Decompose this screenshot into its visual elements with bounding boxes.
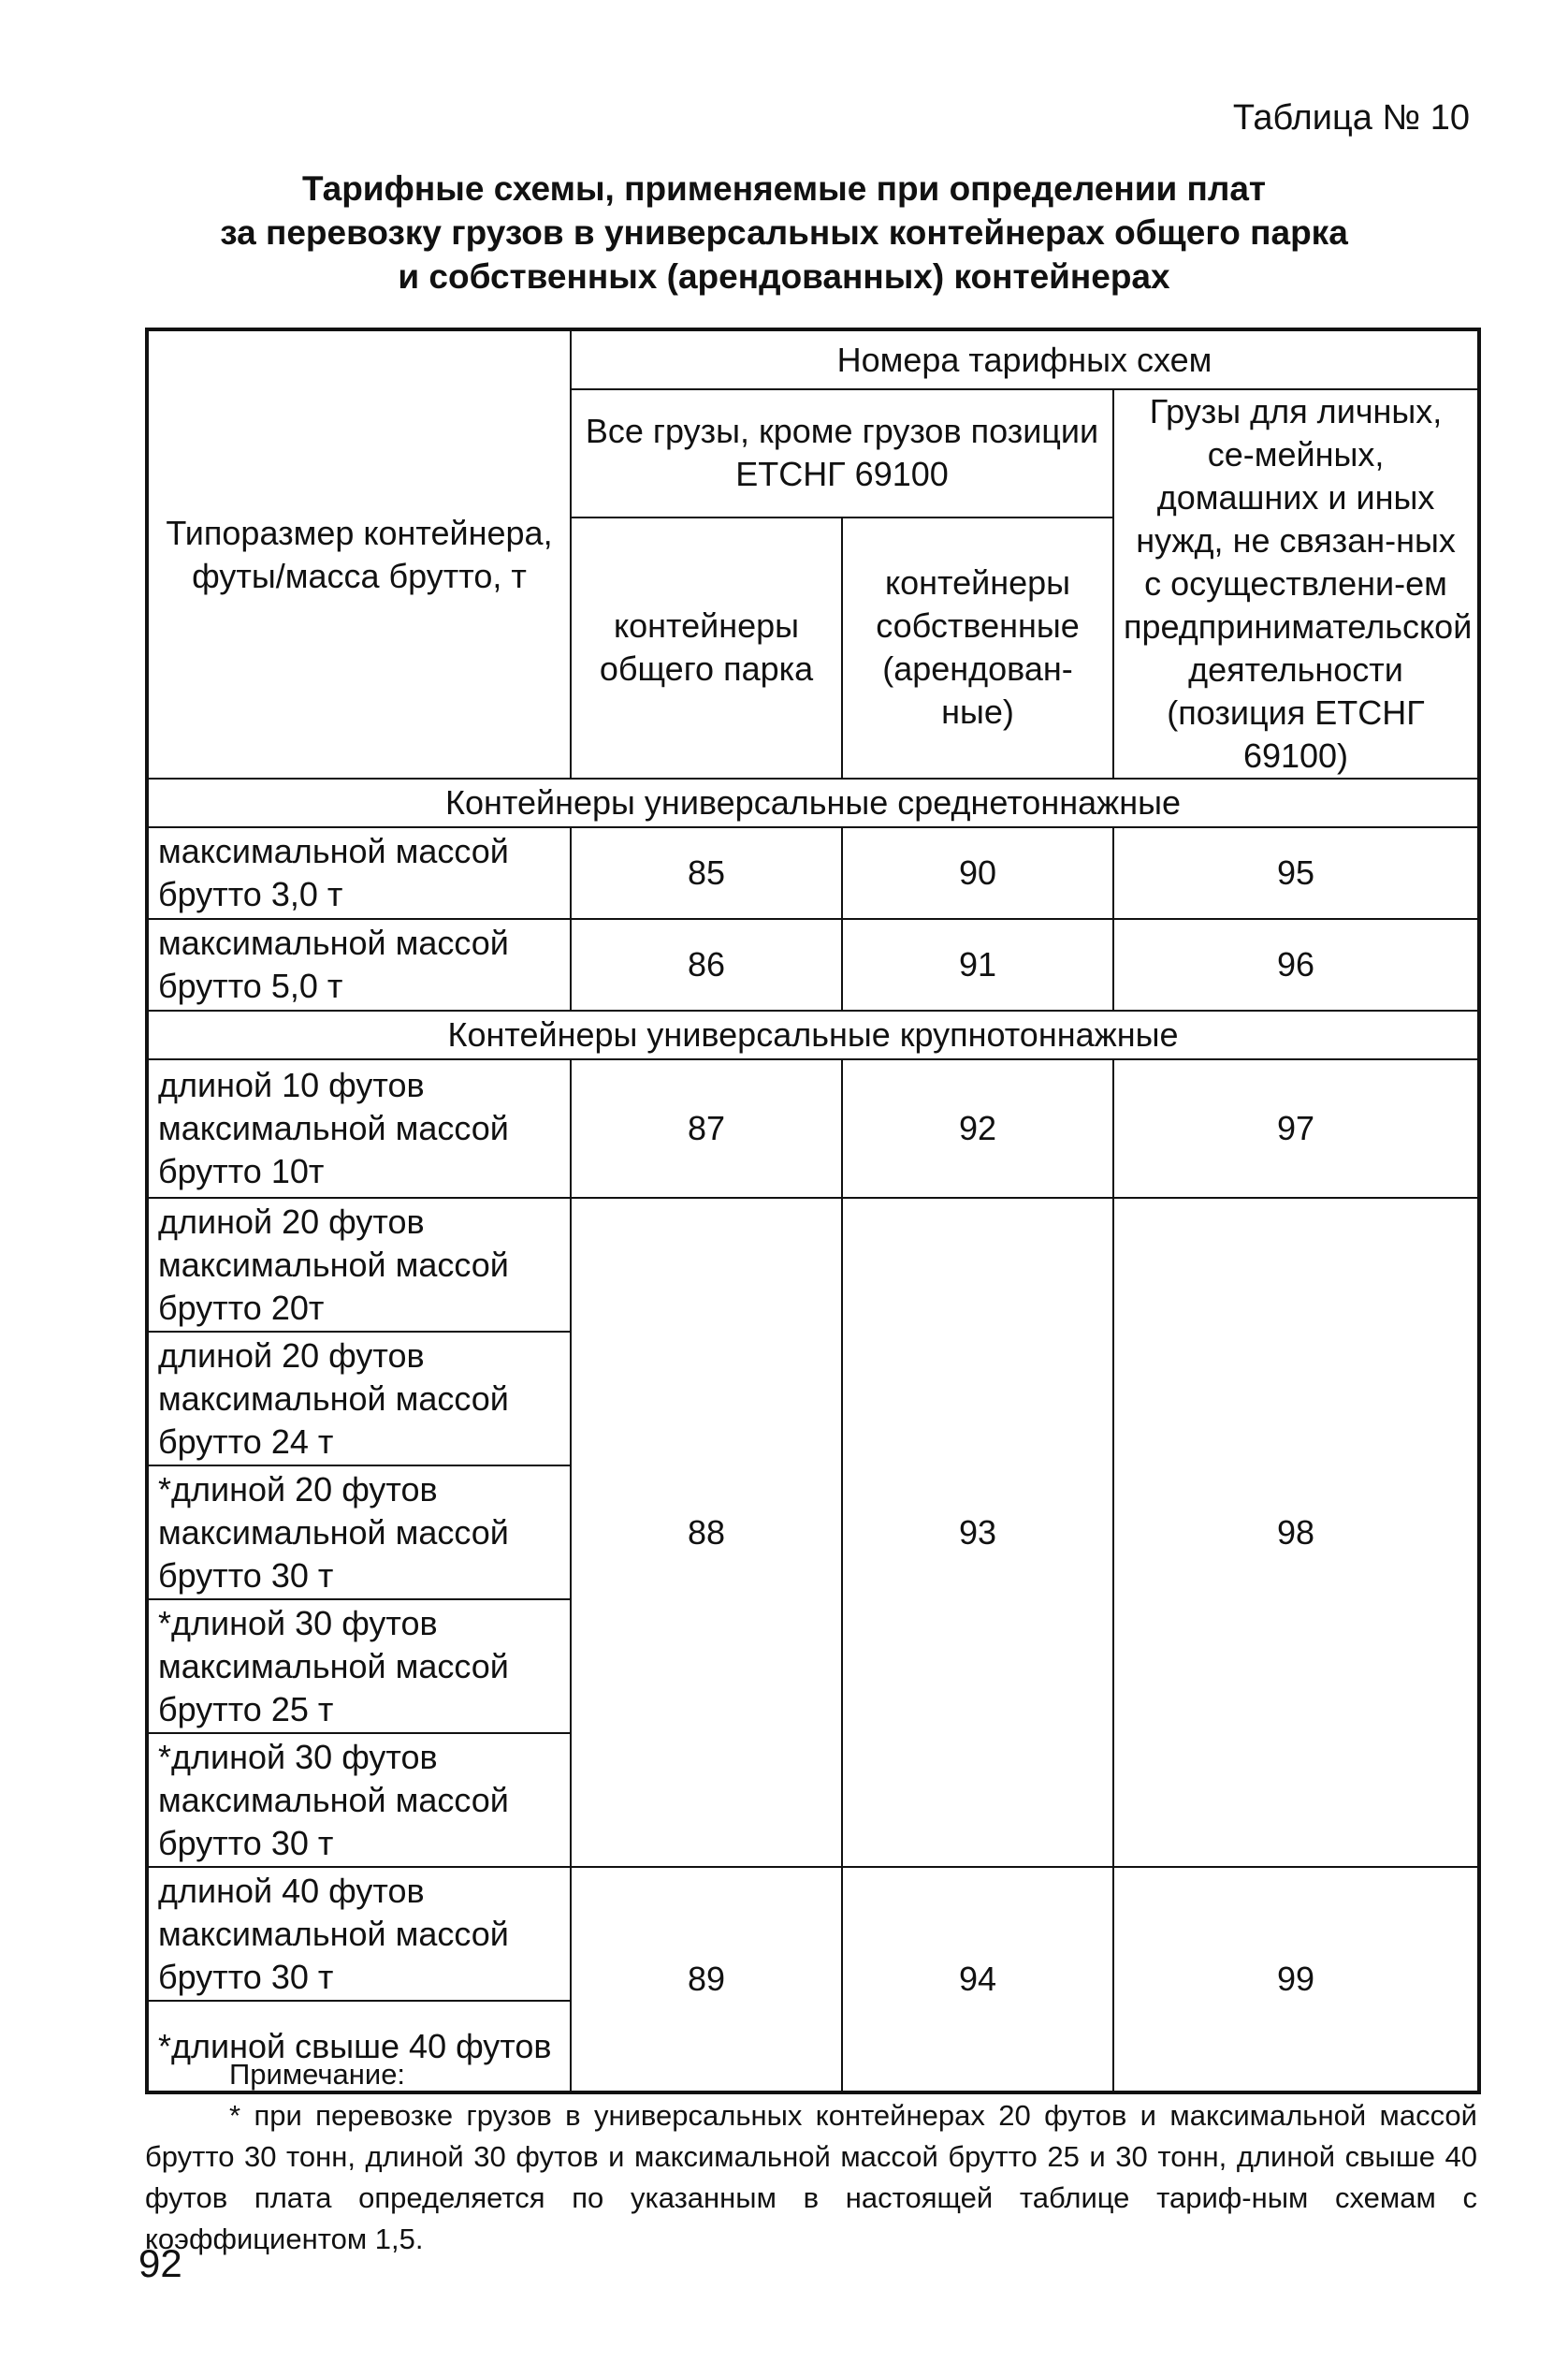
table-row	[147, 827, 1479, 919]
section-medium-tonnage: Контейнеры универсальные среднетоннажные	[147, 779, 1479, 827]
cell-common-park: 86	[571, 919, 842, 1011]
row-label: длиной 10 футов максимальной массой брутто 10т	[147, 1059, 571, 1198]
table-title	[112, 167, 1456, 299]
cell-own-rented: 93	[842, 1198, 1113, 1867]
cell-own-rented: 91	[842, 919, 1113, 1011]
cell-personal: 98	[1113, 1198, 1479, 1867]
title-line: за перевозку грузов в универсальных контейнерах общего парка	[220, 213, 1348, 252]
title-line: и собственных (арендованных) контейнерах	[398, 257, 1170, 296]
section-row	[147, 779, 1479, 827]
cell-personal: 99	[1113, 1867, 1479, 2092]
row-label: длиной 20 футов максимальной массой брутто 20т	[147, 1198, 571, 1332]
row-label: *длиной свыше 40 футов	[147, 2001, 571, 2092]
header-common-park: контейнеры общего парка	[571, 517, 842, 779]
cell-personal: 96	[1113, 919, 1479, 1011]
row-label: максимальной массой брутто 5,0 т	[147, 919, 571, 1011]
footnote	[145, 2054, 1477, 2260]
title-line: Тарифные схемы, применяемые при определении плат	[301, 169, 1267, 208]
table-row	[147, 1198, 1479, 1332]
cell-common-park: 88	[571, 1198, 842, 1867]
row-label: *длиной 30 футов максимальной массой брутто 25 т	[147, 1599, 571, 1733]
page-number: 92	[138, 2241, 182, 2285]
cell-own-rented: 92	[842, 1059, 1113, 1198]
footnote-heading: Примечание:	[229, 2058, 406, 2091]
header-row	[147, 329, 1479, 389]
section-row	[147, 1011, 1479, 1059]
row-label: длиной 20 футов максимальной массой брутто 24 т	[147, 1332, 571, 1465]
cell-common-park: 89	[571, 1867, 842, 2092]
header-size-column: Типоразмер контейнера, футы/масса брутто, т	[147, 329, 571, 779]
cell-common-park: 87	[571, 1059, 842, 1198]
section-large-tonnage: Контейнеры универсальные крупнотоннажные	[147, 1011, 1479, 1059]
header-personal-cargo: Грузы для личных, се-мейных, домашних и иных нужд, не связан-ных с осуществлени-ем предпринимательской деятельности (позиция ЕТСНГ 69100)	[1113, 389, 1479, 779]
cell-own-rented: 94	[842, 1867, 1113, 2092]
footnote-text: * при перевозке грузов в универсальных контейнерах 20 футов и максимальной массой брутто 30 тонн, длиной 30 футов и максимальной массой брутто 25 и 30 тонн, длиной свыше 40 футов плата определяется по указанным в настоящей таблице тариф-ным схемам с коэффициентом 1,5.	[145, 2099, 1477, 2255]
header-own-rented: контейнеры собственные (арендован-ные)	[842, 517, 1113, 779]
cell-common-park: 85	[571, 827, 842, 919]
row-label: длиной 40 футов максимальной массой брутто 30 т	[147, 1867, 571, 2001]
tariff-schemes-table	[145, 328, 1481, 2094]
table-row	[147, 1059, 1479, 1198]
table-number-label: Таблица № 10	[1232, 98, 1470, 138]
cell-personal: 97	[1113, 1059, 1479, 1198]
cell-own-rented: 90	[842, 827, 1113, 919]
table-row	[147, 919, 1479, 1011]
header-all-cargo: Все грузы, кроме грузов позиции ЕТСНГ 69100	[571, 389, 1113, 517]
table-row	[147, 1867, 1479, 2001]
cell-personal: 95	[1113, 827, 1479, 919]
row-label: *длиной 30 футов максимальной массой брутто 30 т	[147, 1733, 571, 1867]
row-label: *длиной 20 футов максимальной массой брутто 30 т	[147, 1465, 571, 1599]
row-label: максимальной массой брутто 3,0 т	[147, 827, 571, 919]
header-schemes: Номера тарифных схем	[571, 329, 1479, 389]
